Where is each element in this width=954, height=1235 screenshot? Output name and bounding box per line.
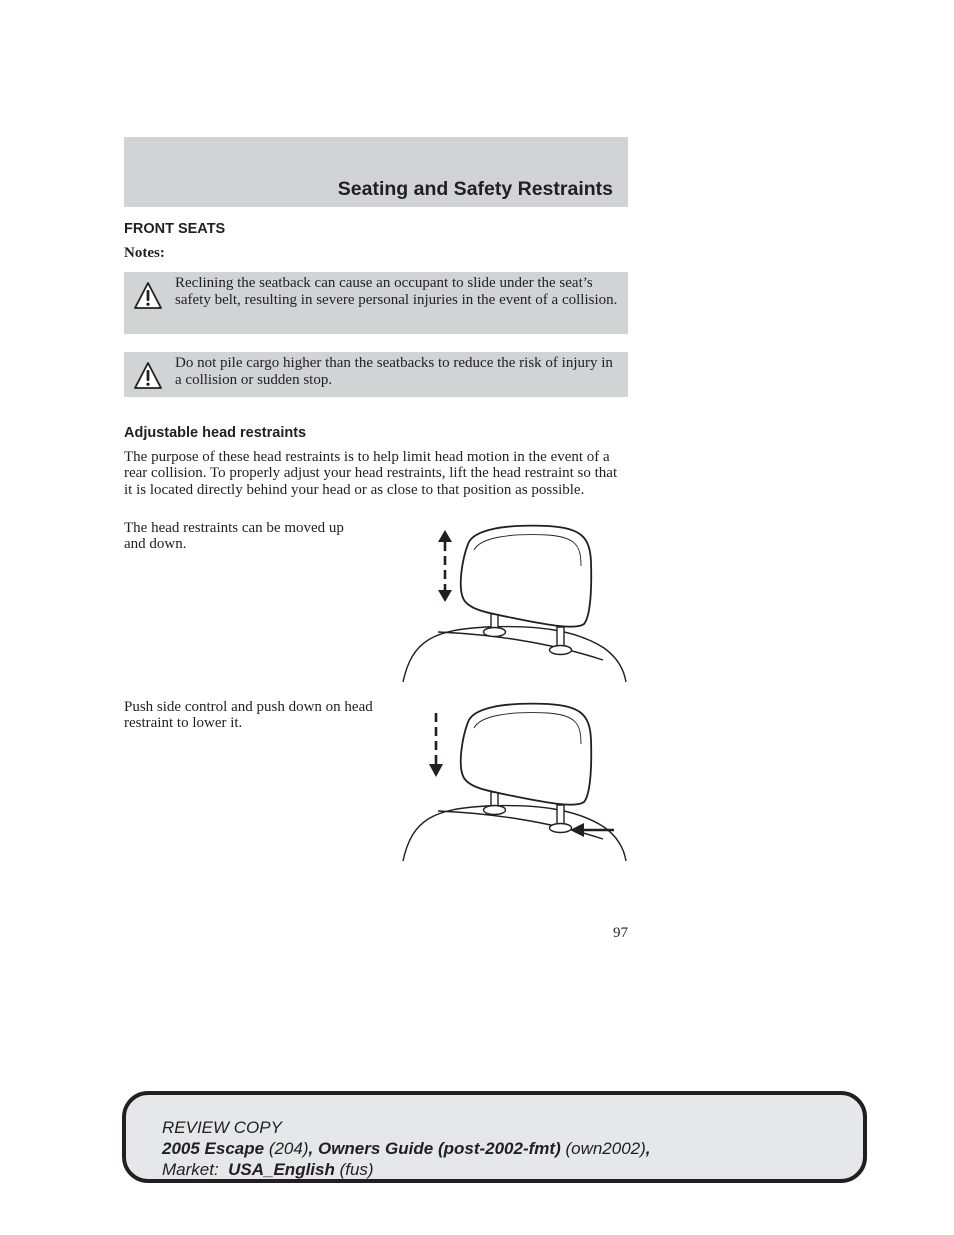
market-line <box>162 1159 651 1180</box>
warning-box <box>124 272 628 334</box>
separator: , <box>645 1139 651 1158</box>
post-guide <box>550 824 572 833</box>
market-label: Market: <box>162 1160 229 1179</box>
section-header-band <box>124 137 628 207</box>
review-copy-footer-text <box>162 1117 651 1180</box>
post-guide <box>550 646 572 655</box>
notes-label: Notes: <box>124 245 165 261</box>
guide-code: (own2002) <box>560 1139 646 1158</box>
warning-text: Reclining the seatback can cause an occupant to slide under the seat’s safety belt, resulting in severe personal injuries in the event of a collision. <box>175 275 618 308</box>
head-restraint-lower-illustration <box>398 700 630 863</box>
head-restraints-paragraph: The purpose of these head restraints is to help limit head motion in the event of a rear collision. To properly adjust your head restraints, lift the head restraint so that it is located directly behind your head or as close to that position as possible. <box>124 449 618 498</box>
warning-triangle-icon <box>133 281 163 311</box>
review-copy-label: REVIEW COPY <box>162 1118 282 1137</box>
guide-name: Owners Guide (post-2002-fmt) <box>317 1139 561 1158</box>
down-arrow-icon <box>429 713 443 777</box>
figure-caption: Push side control and push down on head restraint to lower it. <box>124 699 373 732</box>
model-code: (204) <box>264 1139 309 1158</box>
seat-back-outline <box>403 627 626 682</box>
document-info-line <box>162 1138 651 1159</box>
restraint-post <box>557 627 564 647</box>
market-name: USA_English <box>228 1160 335 1179</box>
page-number: 97 <box>613 925 628 941</box>
post-guide <box>484 628 506 637</box>
warning-text: Do not pile cargo higher than the seatbacks to reduce the risk of injury in a collision or sudden stop. <box>175 355 613 388</box>
separator: , <box>308 1139 318 1158</box>
warning-box <box>124 352 628 397</box>
warning-triangle-icon <box>133 361 163 391</box>
section-title: Seating and Safety Restraints <box>337 178 613 200</box>
market-code: (fus) <box>334 1160 374 1179</box>
front-seats-heading: FRONT SEATS <box>124 221 226 237</box>
figure-caption: The head restraints can be moved up and down. <box>124 520 344 553</box>
post-guide <box>484 806 506 815</box>
restraint-post <box>557 805 564 825</box>
seat-back-outline <box>403 806 626 861</box>
model-name: 2005 Escape <box>162 1139 265 1158</box>
head-restraints-heading: Adjustable head restraints <box>124 425 307 441</box>
head-restraint-up-down-illustration <box>398 522 630 684</box>
up-down-arrow-icon <box>438 530 452 602</box>
